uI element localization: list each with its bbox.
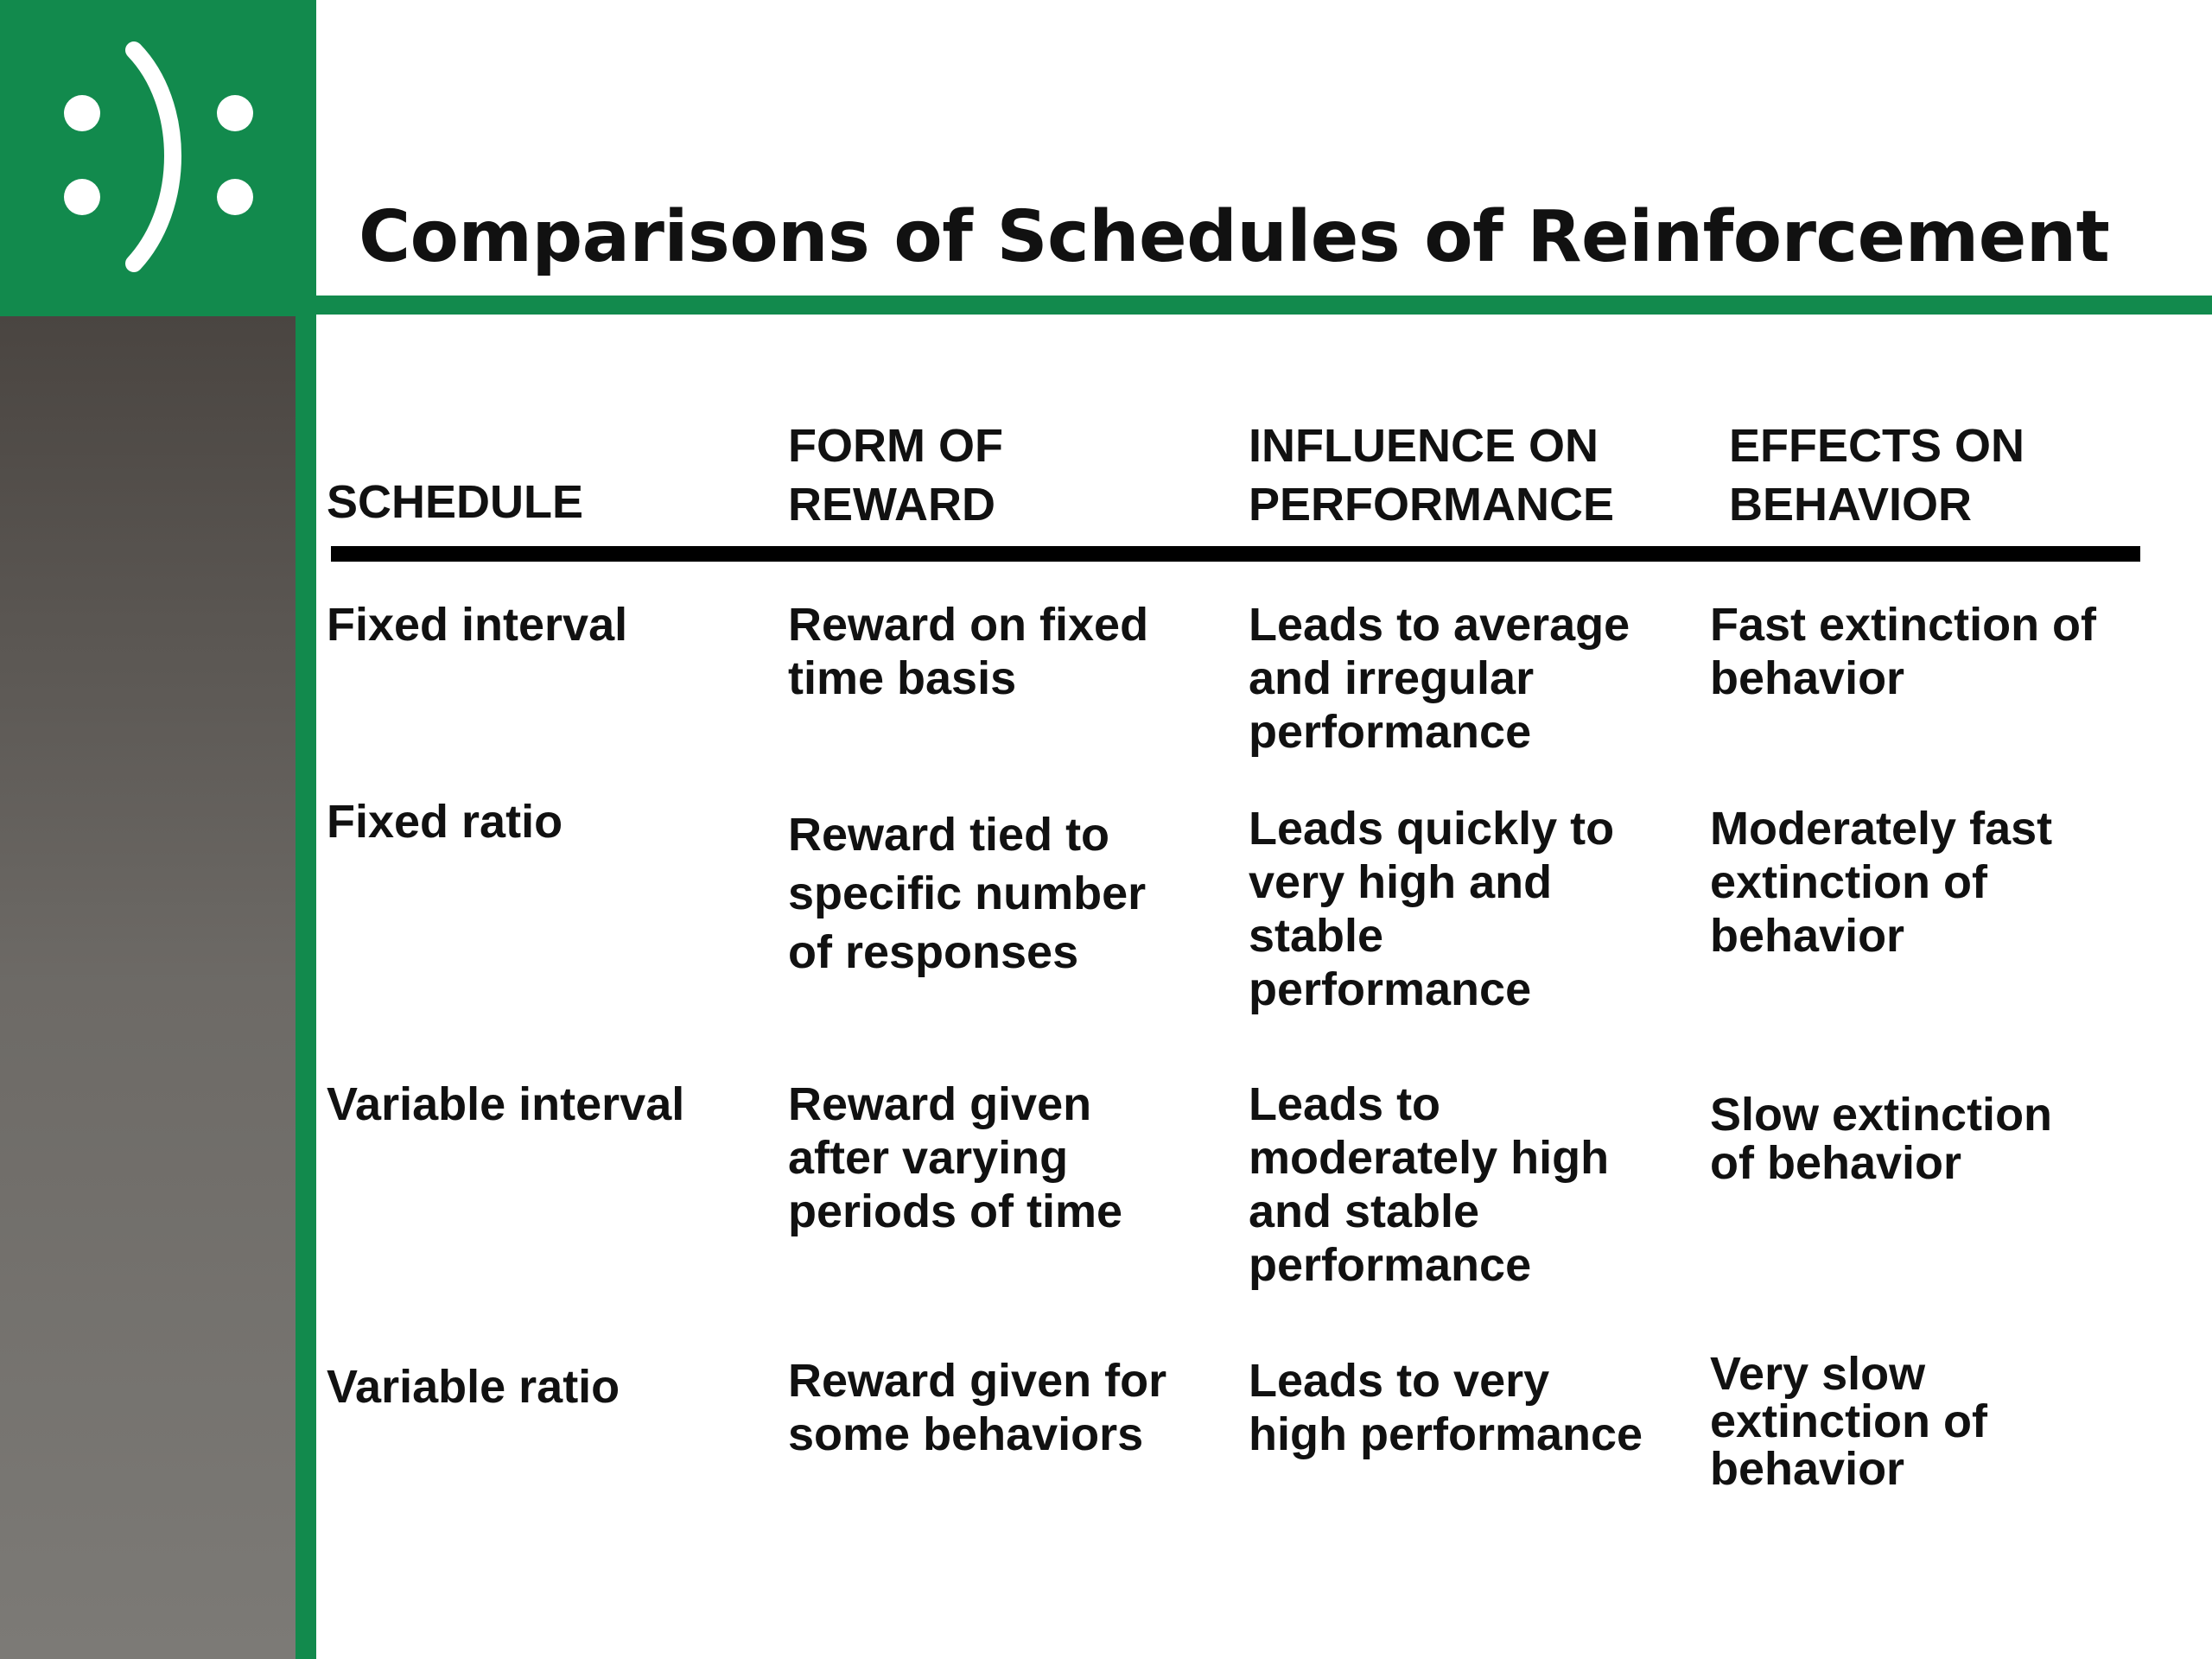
header-effects-on-behavior: EFFECTS ON BEHAVIOR — [1729, 420, 2025, 531]
row-4-effects: Very slow extinction of behavior — [1710, 1348, 1987, 1495]
sidebar-accent-stripe — [296, 316, 316, 1659]
smiley-emoticon-logo — [0, 0, 316, 316]
row-2-form: Reward tied to specific number of responses — [788, 809, 1147, 978]
header-schedule: SCHEDULE — [327, 476, 584, 528]
row-4-schedule: Variable ratio — [327, 1361, 620, 1413]
title-underline — [316, 296, 2212, 315]
row-1-form: Reward on fixed time basis — [788, 599, 1149, 704]
row-3-schedule: Variable interval — [327, 1078, 685, 1130]
header-divider — [331, 546, 2140, 562]
row-1-effects: Fast extinction of behavior — [1710, 599, 2097, 704]
row-4-form: Reward given for some behaviors — [788, 1355, 1167, 1460]
sidebar-panel — [0, 316, 296, 1659]
row-2-influence: Leads quickly to very high and stable performance — [1249, 803, 1615, 1015]
slide-title: Comparisons of Schedules of Reinforcement — [359, 196, 2110, 278]
header-form-of-reward: FORM OF REWARD — [788, 420, 1003, 531]
row-3-effects: Slow extinction of behavior — [1710, 1089, 2053, 1189]
row-3-influence: Leads to moderately high and stable performance — [1249, 1078, 1610, 1291]
header-influence-on-performance: INFLUENCE ON PERFORMANCE — [1249, 420, 1615, 531]
logo-block — [0, 0, 316, 316]
row-4-influence: Leads to very high performance — [1249, 1355, 1643, 1460]
row-1-schedule: Fixed interval — [327, 599, 628, 651]
row-1-influence: Leads to average and irregular performance — [1249, 599, 1630, 758]
row-3-form: Reward given after varying periods of time — [788, 1078, 1123, 1237]
row-2-schedule: Fixed ratio — [327, 796, 563, 848]
row-2-effects: Moderately fast extinction of behavior — [1710, 803, 2053, 962]
